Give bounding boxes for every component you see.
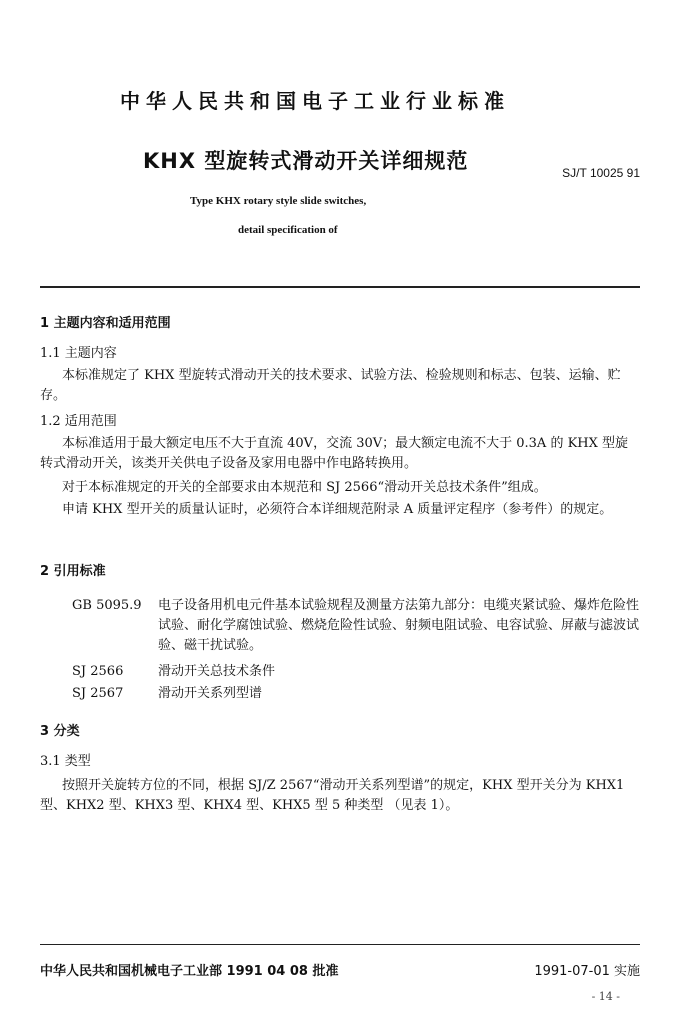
reference-description: 滑动开关总技术条件	[158, 664, 276, 679]
section-1-2-paragraph-3: 申请 KHX 型开关的质量认证时，必须符合本详细规范附录 A 质量评定程序（参考件）的规定。	[62, 502, 613, 517]
section-2-heading: 2 引用标准	[40, 564, 106, 579]
english-title-line2: detail specification of	[238, 224, 338, 236]
section-1-2-paragraph-2: 对于本标准规定的开关的全部要求由本规范和 SJ 2566“滑动开关总技术条件”组成。	[62, 480, 547, 495]
section-3-1-text: 按照开关旋转方位的不同，根据 SJ/Z 2567“滑动开关系列型谱”的规定，KHX 型开关分为 KHX1 型、KHX2 型、KHX3 型、KHX4 型、KHX5 型 5 种类型 （见表 1）。	[40, 778, 625, 813]
standard-code: SJ/T 10025 91	[562, 166, 640, 180]
approval-statement: 中华人民共和国机械电子工业部 1991 04 08 批准	[40, 964, 339, 979]
section-3-1-heading: 3.1 类型	[40, 754, 91, 769]
section-1-2-heading: 1.2 适用范围	[40, 414, 117, 429]
header-divider	[40, 286, 640, 288]
section-3-heading: 3 分类	[40, 724, 80, 739]
reference-code: SJ 2567	[72, 686, 124, 701]
section-1-heading: 1 主题内容和适用范围	[40, 316, 171, 331]
english-title-line1: Type KHX rotary style slide switches,	[190, 195, 367, 207]
implementation-date: 1991-07-01 实施	[534, 964, 640, 979]
section-1-1-text: 本标准规定了 KHX 型旋转式滑动开关的技术要求、试验方法、检验规则和标志、包装、运输、贮存。	[40, 368, 621, 403]
footer-divider	[40, 944, 640, 945]
reference-description: 滑动开关系列型谱	[158, 686, 263, 701]
section-1-1-heading: 1.1 主题内容	[40, 346, 117, 361]
standard-org-header: 中华人民共和国电子工业行业标准	[120, 89, 510, 113]
page-number: - 14 -	[591, 990, 620, 1003]
section-1-2-paragraph-1: 本标准适用于最大额定电压不大于直流 40V，交流 30V；最大额定电流不大于 0.3A 的 KHX 型旋转式滑动开关，该类开关供电子设备及家用电器中作电路转换用。	[40, 436, 629, 471]
reference-description: 电子设备用机电元件基本试验规程及测量方法第九部分：电缆夹紧试验、爆炸危险性试验、耐化学腐蚀试验、燃烧危险性试验、射频电阻试验、电容试验、屏蔽与滤波试验、磁干扰试验。	[158, 598, 640, 653]
reference-code: SJ 2566	[72, 664, 124, 679]
reference-code: GB 5095.9	[72, 598, 142, 613]
document-title: KHX 型旋转式滑动开关详细规范	[143, 149, 469, 173]
